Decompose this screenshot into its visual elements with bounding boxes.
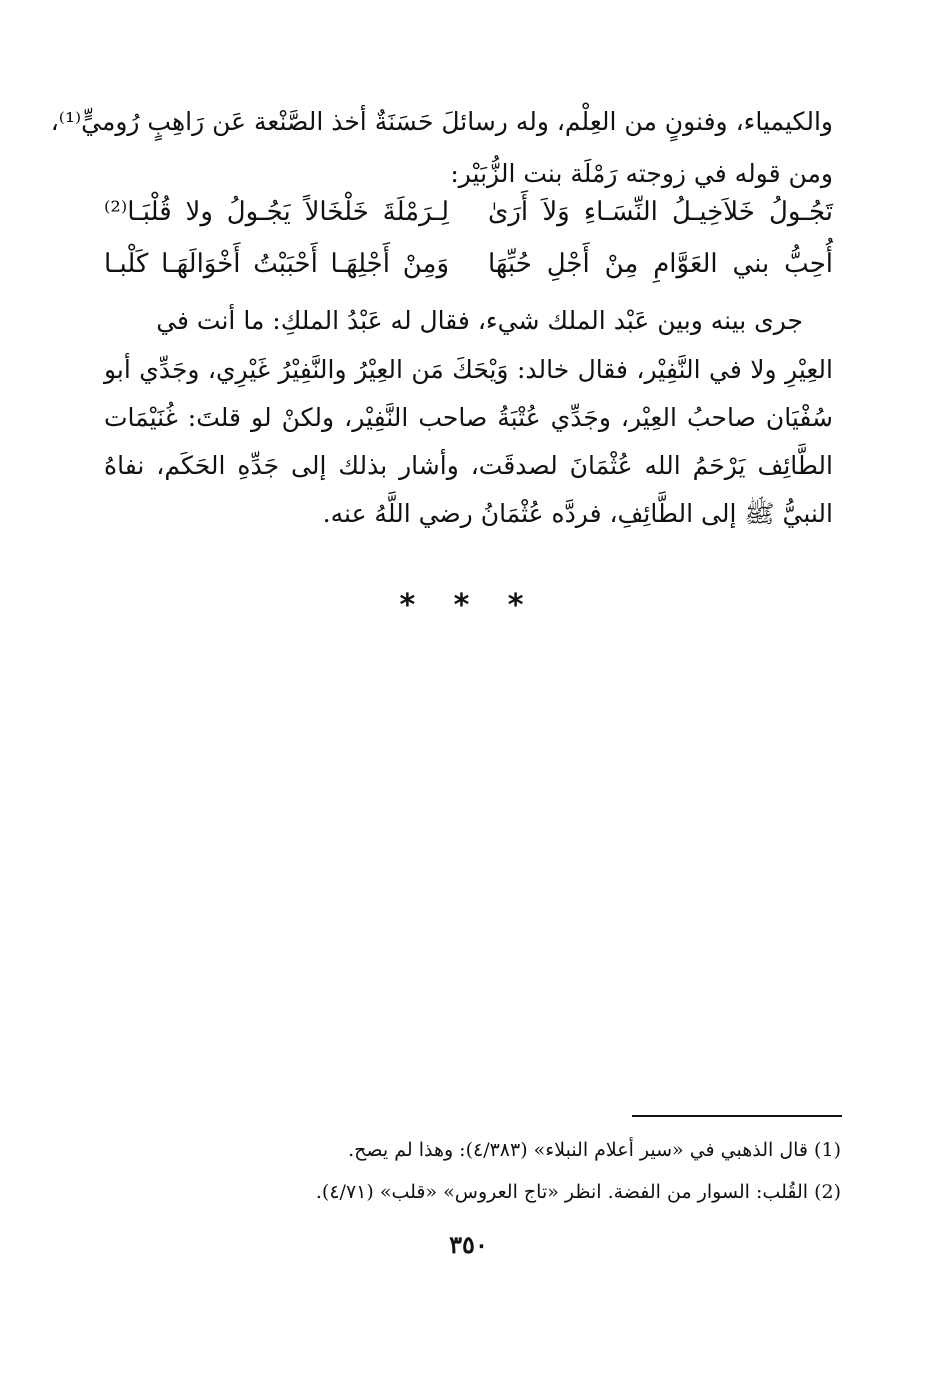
verse-1-first-hemistich: تَجُـولُ خَلاَخِيـلُ النِّسَـاءِ وَلاَ أَرَىٰ (488, 197, 833, 227)
footnote-2: (2) القُلب: السوار من الفضة. انظر «تاج العروس» «قلب» (٤/٧١). (315, 1181, 841, 1203)
footnote-rule (632, 1115, 842, 1117)
text-line-2: ومن قوله في زوجته رَمْلَة بنت الزُّبَيْر: (450, 159, 833, 188)
paragraph-line-4: الطَّائِف يَرْحَمُ الله عُثْمَانَ لصدقَت، وأشار بذلك إلى جَدِّهِ الحَكَم، نفاهُ (104, 451, 833, 480)
paragraph-line-1: جرى بينه وبين عَبْد الملك شيء، فقال له عَبْدُ الملكِ: ما أنت في (156, 306, 803, 335)
verse-1-second-hemistich: لِـرَمْلَةَ خَلْخَالاً يَجُـولُ ولا قُلْبَـا⁽²⁾ (104, 197, 449, 227)
poem-verse-2 (104, 244, 833, 284)
paragraph-line-2: العِيْرِ ولا في النَّفِيْر، فقال خالد: وَيْحَكَ مَن العِيْرُ والنَّفِيْرُ غَيْرِي، وجَدِّي أبو (104, 355, 833, 384)
page-number: ٣٥٠ (449, 1230, 488, 1259)
section-separator: * * * (399, 588, 538, 623)
poem-verse-1 (104, 192, 833, 232)
verse-2-second-hemistich: وَمِنْ أَجْلِهَـا أَحْبَبْتُ أَخْوَالَهَـا كَلْبـا (104, 249, 449, 279)
paragraph-line-5: النبيُّ ﷺ إلى الطَّائِفِ، فردَّه عُثْمَانُ رضي اللَّهُ عنه. (322, 499, 833, 528)
verse-2-first-hemistich: أُحِبُّ بني العَوَّامِ مِنْ أَجْلِ حُبِّهَا (488, 249, 833, 279)
paragraph-line-3: سُفْيَان صاحبُ العِيْر، وجَدِّي عُتْبَةُ صاحب النَّفِيْر، ولكنْ لو قلتَ: غُنَيْمَات (104, 403, 833, 432)
footnote-1: (1) قال الذهبي في «سير أعلام النبلاء» (٤/٣٨٣): وهذا لم يصح. (348, 1139, 841, 1161)
text-line-1: والكيمياء، وفنونٍ من العِلْم، وله رسائلَ حَسَنَةٌ أخذ الصَّنْعة عَن رَاهِبٍ رُوميٍّ⁽¹⁾، (50, 107, 833, 136)
